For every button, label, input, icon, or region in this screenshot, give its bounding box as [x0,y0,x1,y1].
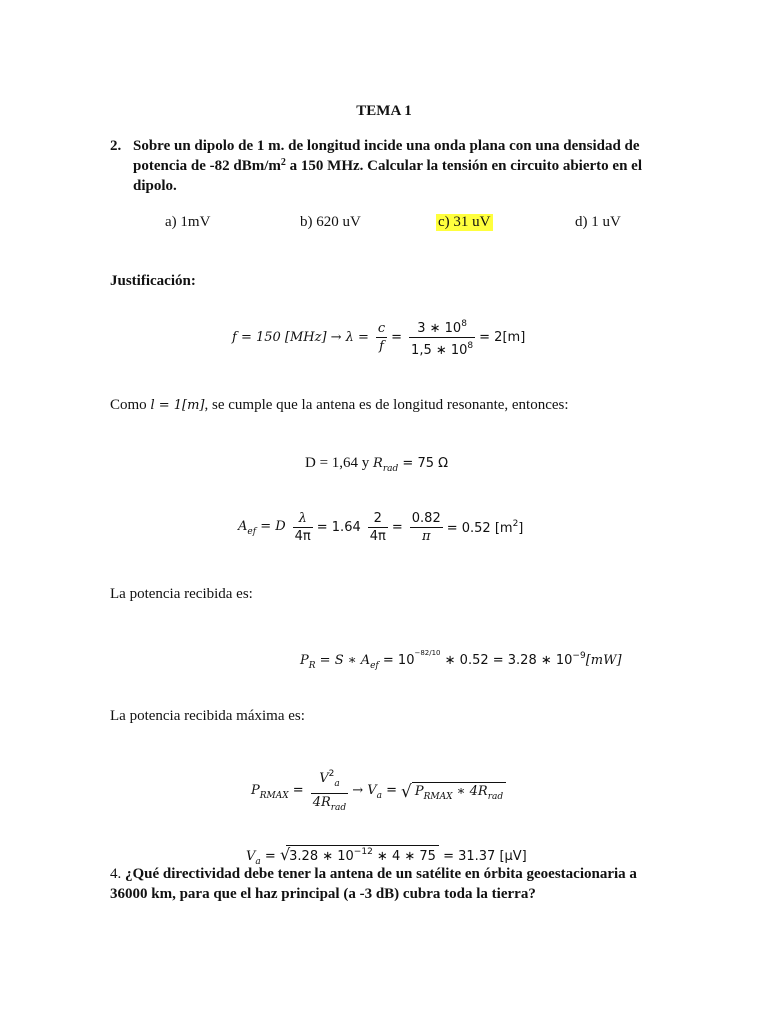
fraction-c-over-f [376,320,387,355]
frac-denominator: π [421,529,431,544]
eq5-va [352,783,397,801]
eq3-mid: = 1.64 [316,520,361,535]
eq3-aef [238,519,286,537]
frac-numerator: 2 [368,510,388,528]
question-text-sup: 2 [280,157,286,168]
pr-base: P [300,653,309,668]
va-sub: a [376,790,382,801]
como-math: l = 1[m] [150,398,205,413]
eq2-prefix: D = 1,64 y [305,455,374,471]
aef-eq-d: = D [256,518,286,534]
num-exp: 8 [461,319,467,329]
va-exp: 2 [328,769,335,779]
pr-result-exp: −9 [572,651,586,661]
p-base: P [251,782,260,798]
eq2-rrad: R [373,456,383,471]
option-d: d) 1 uV [575,214,621,230]
equation-wavelength [232,316,529,359]
eq1-result: = 2[m] [479,330,526,345]
sqrt-rest-sub: rad [487,791,504,802]
equation-effective-area [238,510,527,545]
sqrt-rest: ∗ 4R [452,783,488,799]
v-result: = 31.37 [μV] [438,849,527,864]
eq2-rrad-sub: rad [382,464,399,474]
justification-label: Justificación: [110,273,196,289]
sqrt-b: ∗ 4 ∗ 75 [372,849,436,864]
sqrt-p: P [414,783,424,799]
fraction-2-4pi [368,510,388,545]
question-number: 2. [110,138,122,154]
frac-denominator [311,794,349,817]
frac-denominator [409,338,475,359]
sqrt-sign: √ [401,781,412,802]
page-title: TEMA 1 [356,103,412,119]
eq1-equals: = [391,330,403,345]
sqrt-content [412,782,506,802]
como-prefix: Como [110,397,151,413]
va-eq: = [381,782,398,798]
frac-numerator: c [377,321,386,336]
sqrt-content [286,845,439,864]
sqrt-exp: −12 [353,847,373,857]
p-eq: = [288,782,304,798]
sqrt-a: 3.28 ∗ 10 [289,849,354,864]
eq3-equals: = [391,520,403,535]
result-end: ] [518,521,524,536]
den-exp: 8 [467,341,474,351]
frac-numerator [409,316,475,338]
sqrt-sign: √ [279,845,291,864]
equation-max-power [251,766,510,817]
aef-sub: ef [247,526,257,537]
text-potencia-recibida: La potencia recibida es: [110,586,253,602]
text-potencia-maxima: La potencia recibida máxima es: [110,708,305,724]
option-c-highlighted: c) 31 uV [438,214,491,230]
sqrt-p-sub: RMAX [423,791,453,802]
option-a: a) 1mV [165,214,211,230]
fraction-lambda-4pi [293,510,313,545]
question-text: ¿Qué directividad debe tener la antena de un satélite en órbita geoestacionaria a 36000 km, para que el haz principal (a -3 dB) cubra toda la tierra? [110,866,637,902]
frac-numerator: 0.82 [411,511,441,526]
eq1-lambda: λ = [345,330,369,345]
va-base: V [319,771,329,786]
den-base: 4R [312,795,331,810]
fraction-3e8-over-1-5e8 [409,316,475,359]
pr-sub: R [308,661,316,671]
question-text-part1: Sobre un dipolo de 1 m. de longitud incide una onda plana con una densidad de potencia de -82 dBm/m [133,138,640,174]
question-number: 4. [110,866,125,882]
v-base: V [246,849,256,864]
aef-sub: ef [370,661,379,671]
aef-base: A [238,518,248,534]
pr-result: ∗ 0.52 = 3.28 ∗ 10 [440,653,573,668]
va-sub: a [334,779,340,789]
text-como [110,397,569,414]
eq5-p [251,783,304,801]
frac-denominator: 4π [369,529,386,544]
pr-exp: −82/10 [414,649,441,657]
pr-unit: [mW] [585,653,622,668]
result-base: = 0.52 [m [446,521,513,536]
pr-base10: = 10 [378,653,415,668]
como-suffix: , se cumple que la antena es de longitud resonante, entonces: [204,397,569,413]
pr-mid: = S ∗ A [315,653,371,668]
fraction-082-pi [410,510,443,545]
frac-numerator [311,766,349,794]
v-sub: a [255,857,261,867]
question-text [133,136,655,196]
question-4 [110,864,670,904]
frac-denominator: 4π [294,529,311,544]
eq1-lhs: f = 150 [MHz] → [232,330,342,345]
result-exp: 2 [512,519,519,529]
p-sub: RMAX [259,790,289,801]
den-base: 1,5 ∗ 10 [411,343,468,358]
arrow-va: → V [352,782,377,798]
eq2-value: = 75 Ω [398,456,449,471]
v-eq: = [260,849,276,864]
fraction-va2-4rrad [311,766,349,817]
equation-received-power [300,649,622,671]
question-text-part2: a 150 MHz. Calcular la tensión en circuito abierto en el dipolo. [133,158,642,194]
frac-numerator: λ [293,510,313,528]
den-sub: rad [330,803,347,813]
option-b: b) 620 uV [300,214,361,230]
eq3-result [447,519,524,536]
question-2 [110,136,655,196]
frac-denominator: f [379,339,384,354]
equation-directivity [305,455,448,474]
num-base: 3 ∗ 10 [417,321,462,336]
